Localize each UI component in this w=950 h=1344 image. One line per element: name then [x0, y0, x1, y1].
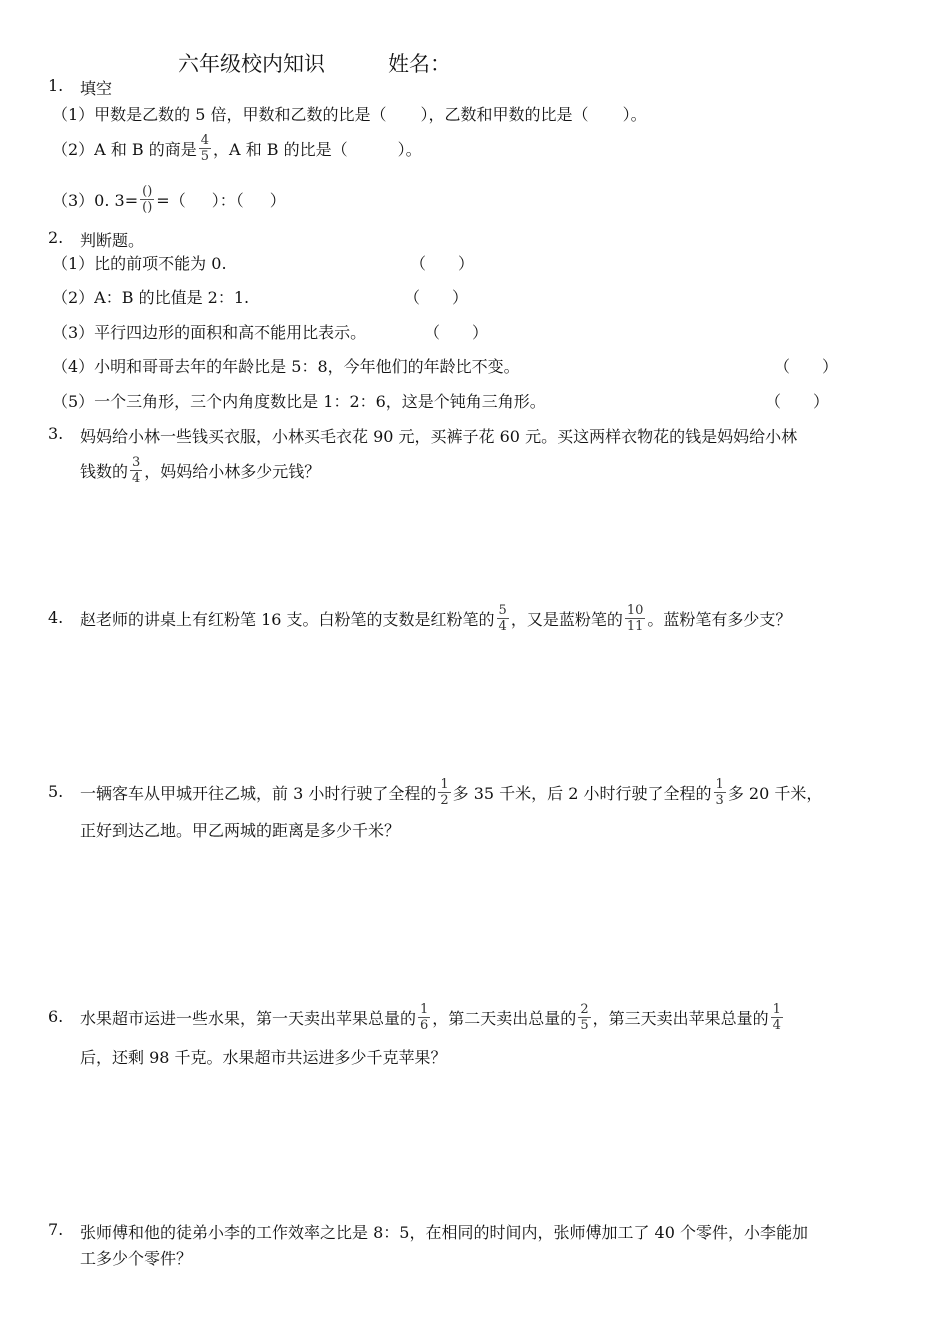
fraction: 3 4: [132, 454, 141, 486]
page-title: 六年级校内知识: [178, 52, 325, 76]
fraction: 1 3: [715, 776, 724, 808]
answer-paren: （ ）: [404, 288, 469, 307]
problem-number: 5.: [48, 782, 64, 801]
problem-4-line-1: 赵老师的讲桌上有红粉笔 16 支。白粉笔的支数是红粉笔的 5 4 ，又是蓝粉笔的 10 11 。蓝粉笔有多少支？: [80, 602, 792, 634]
fill-question-1: （1）甲数是乙数的 5 倍，甲数和乙数的比是（ ），乙数和甲数的比是（ ）。: [52, 105, 647, 124]
judge-item-3: （3）平行四边形的面积和高不能用比表示。: [52, 323, 367, 342]
problem-7-line-2: 工多少个零件？: [80, 1249, 193, 1268]
fill-question-2: （2）A 和 B 的商是 4 5 ，A 和 B 的比是（ ）。: [52, 132, 422, 164]
problem-7-line-1: 张师傅和他的徒弟小李的工作效率之比是 8：5，在相同的时间内，张师傅加工了 40 个零件，小李能加: [80, 1223, 808, 1242]
fraction: 10 11: [626, 602, 644, 634]
section-title: 填空: [80, 79, 113, 98]
problem-5-line-2: 正好到达乙地。甲乙两城的距离是多少千米？: [80, 821, 401, 840]
judge-item-2: （2）A：B 的比值是 2：1.: [52, 288, 250, 307]
problem-number: 4.: [48, 608, 64, 627]
fraction: 1 6: [420, 1001, 429, 1033]
fraction: 4 5: [200, 132, 210, 164]
fraction: () (): [142, 183, 153, 215]
problem-number: 3.: [48, 424, 64, 443]
name-label: 姓名：: [388, 52, 451, 76]
judge-item-1: （1）比的前项不能为 0.: [52, 254, 227, 273]
problem-5-line-1: 一辆客车从甲城开往乙城，前 3 小时行驶了全程的 1 2 多 35 千米，后 2 小时行驶了全程的 1 3 多 20 千米，: [80, 776, 823, 808]
answer-paren: （ ）: [774, 357, 839, 376]
problem-number: 7.: [48, 1220, 64, 1239]
section-number: 2.: [48, 228, 64, 247]
judge-item-4: （4）小明和哥哥去年的年龄比是 5：8，今年他们的年龄比不变。: [52, 357, 520, 376]
problem-3-line-1: 妈妈给小林一些钱买衣服，小林买毛衣花 90 元，买裤子花 60 元。买这两样衣物花的钱是妈妈给小林: [80, 427, 798, 446]
fill-question-3: （3）0. 3= () () =（ ）：（ ）: [52, 183, 286, 215]
answer-paren: （ ）: [424, 323, 489, 342]
section-title: 判断题。: [80, 231, 145, 250]
answer-paren: （ ）: [410, 254, 475, 273]
fraction: 5 4: [498, 602, 507, 634]
fraction: 2 5: [580, 1001, 589, 1033]
answer-paren: （ ）: [765, 392, 830, 411]
section-number: 1.: [48, 76, 64, 95]
fraction: 1 4: [772, 1001, 781, 1033]
judge-item-5: （5）一个三角形，三个内角度数比是 1：2：6，这是个钝角三角形。: [52, 392, 546, 411]
problem-3-line-2: 钱数的 3 4 ，妈妈给小林多少元钱？: [80, 454, 321, 486]
problem-number: 6.: [48, 1007, 64, 1026]
problem-6-line-1: 水果超市运进一些水果，第一天卖出苹果总量的 1 6 ，第二天卖出总量的 2 5 ，第三天卖出苹果总量的 1 4: [80, 1001, 781, 1033]
problem-6-line-2: 后，还剩 98 千克。水果超市共运进多少千克苹果？: [80, 1048, 447, 1067]
fraction: 1 2: [440, 776, 449, 808]
